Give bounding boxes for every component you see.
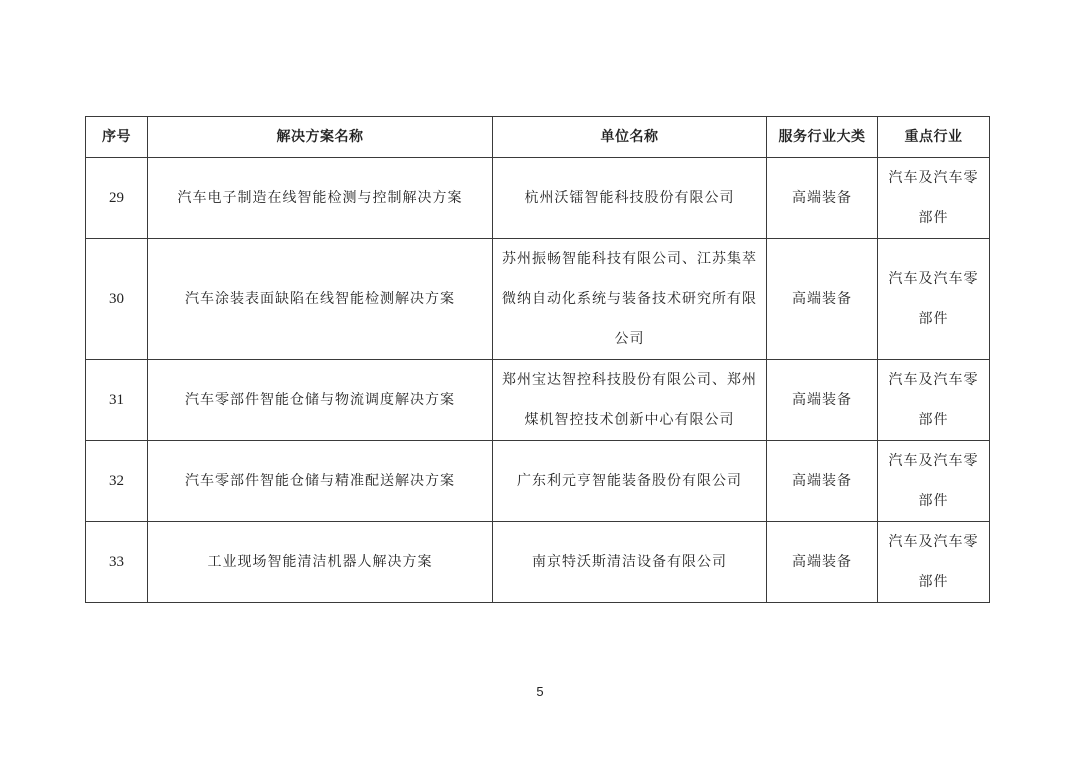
header-service-category: 服务行业大类: [767, 117, 878, 158]
unit-text: 南京特沃斯清洁设备有限公司: [532, 554, 727, 570]
row-unit-name: [493, 522, 767, 603]
solution-text: 工业现场智能清洁机器人解决方案: [207, 554, 433, 570]
solution-text: 汽车零部件智能仓储与精准配送解决方案: [185, 473, 455, 489]
table-row: [86, 441, 990, 522]
table-row: [86, 522, 990, 603]
page-number: 5: [536, 684, 544, 699]
solution-text: 汽车零部件智能仓储与物流调度解决方案: [185, 392, 455, 408]
row-service-category: 高端装备: [767, 360, 878, 441]
row-unit-name: [493, 158, 767, 239]
table-row: [86, 360, 990, 441]
row-index: 32: [86, 441, 148, 522]
table-header-row: [86, 117, 990, 158]
solutions-table: [85, 116, 990, 603]
row-solution-name: [148, 360, 493, 441]
header-unit-name: 单位名称: [493, 117, 767, 158]
table-row: [86, 158, 990, 239]
solution-text: 汽车电子制造在线智能检测与控制解决方案: [177, 190, 463, 206]
header-index: 序号: [86, 117, 148, 158]
header-solution-name: 解决方案名称: [148, 117, 493, 158]
row-unit-name: [493, 239, 767, 360]
row-index: 31: [86, 360, 148, 441]
industry-text: 汽车及汽车零部件: [888, 534, 979, 590]
industry-text: 汽车及汽车零部件: [888, 453, 979, 509]
row-index: 30: [86, 239, 148, 360]
row-key-industry: [878, 158, 990, 239]
row-index: 33: [86, 522, 148, 603]
row-index: 29: [86, 158, 148, 239]
solution-text: 汽车涂装表面缺陷在线智能检测解决方案: [185, 291, 455, 307]
row-service-category: 高端装备: [767, 441, 878, 522]
row-unit-name: [493, 360, 767, 441]
row-solution-name: [148, 239, 493, 360]
unit-text: 郑州宝达智控科技股份有限公司、郑州煤机智控技术创新中心有限公司: [502, 372, 757, 428]
row-service-category: 高端装备: [767, 158, 878, 239]
row-key-industry: [878, 239, 990, 360]
unit-text: 苏州振畅智能科技有限公司、江苏集萃微纳自动化系统与装备技术研究所有限公司: [502, 251, 757, 347]
row-solution-name: [148, 522, 493, 603]
unit-text: 杭州沃镭智能科技股份有限公司: [524, 190, 735, 206]
row-service-category: 高端装备: [767, 239, 878, 360]
row-key-industry: [878, 441, 990, 522]
unit-text: 广东利元亨智能装备股份有限公司: [517, 473, 742, 489]
industry-text: 汽车及汽车零部件: [888, 372, 979, 428]
row-key-industry: [878, 522, 990, 603]
row-key-industry: [878, 360, 990, 441]
industry-text: 汽车及汽车零部件: [888, 271, 979, 327]
header-key-industry: 重点行业: [878, 117, 990, 158]
row-service-category: 高端装备: [767, 522, 878, 603]
row-solution-name: [148, 441, 493, 522]
industry-text: 汽车及汽车零部件: [888, 170, 979, 226]
row-unit-name: [493, 441, 767, 522]
row-solution-name: [148, 158, 493, 239]
table-row: [86, 239, 990, 360]
